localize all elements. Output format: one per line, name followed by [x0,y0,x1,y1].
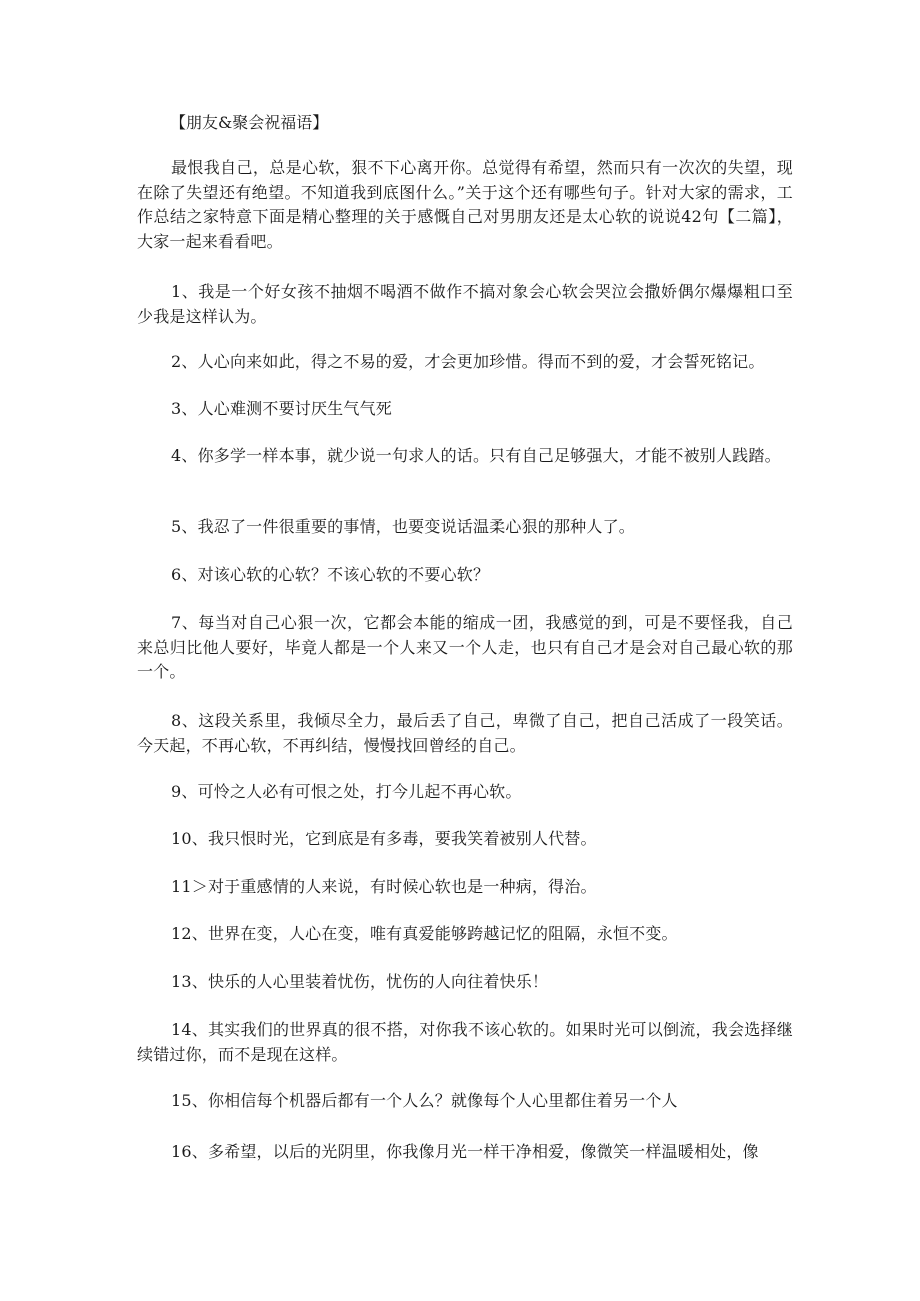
list-item: 10、我只恨时光，它到底是有多毒，要我笑着被别人代替。 [171,829,597,848]
list-item: 4、你多学一样本事，就少说一句求人的话。只有自己足够强大，才能不被别人践踏。 [171,446,781,465]
list-item: 8、这段关系里，我倾尽全力，最后丢了自己，卑微了自己，把自己活成了一段笑话。今天起，不再心软，不再纠结，慢慢找回曾经的自己。 [137,711,793,755]
list-item: 5、我忍了一件很重要的事情，也要变说话温柔心狠的那种人了。 [171,517,635,536]
list-item: 13、快乐的人心里装着忧伤，忧伤的人向往着快乐！ [171,972,549,991]
list-item: 3、人心难测不要讨厌生气气死 [171,399,392,418]
intro-paragraph: 最恨我自己，总是心软，狠不下心离开你。总觉得有希望，然而只有一次次的失望，现在除了失望还有绝望。不知道我到底图什么。”关于这个还有哪些句子。针对大家的需求，工作总结之家特意下面是精心整理的关于感慨自己对男朋友还是太心软的说说42句【二篇】，大家一起来看看吧。 [137,158,793,251]
document-title: 【朋友&聚会祝福语】 [170,113,329,132]
list-item: 15、你相信每个机器后都有一个人么？就像每个人心里都住着另一个人 [171,1091,678,1110]
list-item: 2、人心向来如此，得之不易的爱，才会更加珍惜。得而不到的爱，才会誓死铭记。 [171,352,765,371]
list-item: 9、可怜之人必有可恨之处，打今儿起不再心软。 [171,782,522,801]
list-item: 7、每当对自己心狠一次，它都会本能的缩成一团，我感觉的到，可是不要怪我，自己来总归比他人要好，毕竟人都是一个人来又一个人走，也只有自己才是会对自己最心软的那一个。 [137,613,793,681]
list-item: 12、世界在变，人心在变，唯有真爱能够跨越记忆的阻隔，永恒不变。 [171,924,678,943]
list-item: 6、对该心软的心软？不该心软的不要心软？ [171,565,490,584]
list-item: 16、多希望，以后的光阴里，你我像月光一样干净相爱，像微笑一样温暖相处，像 [171,1142,759,1161]
list-item: 11＞对于重感情的人来说，有时候心软也是一种病，得治。 [171,877,597,896]
list-item: 14、其实我们的世界真的很不搭，对你我不该心软的。如果时光可以倒流，我会选择继续错过你，而不是现在这样。 [137,1020,793,1064]
list-item: 1、我是一个好女孩不抽烟不喝酒不做作不搞对象会心软会哭泣会撒娇偶尔爆爆粗口至少我是这样认为。 [137,282,793,326]
